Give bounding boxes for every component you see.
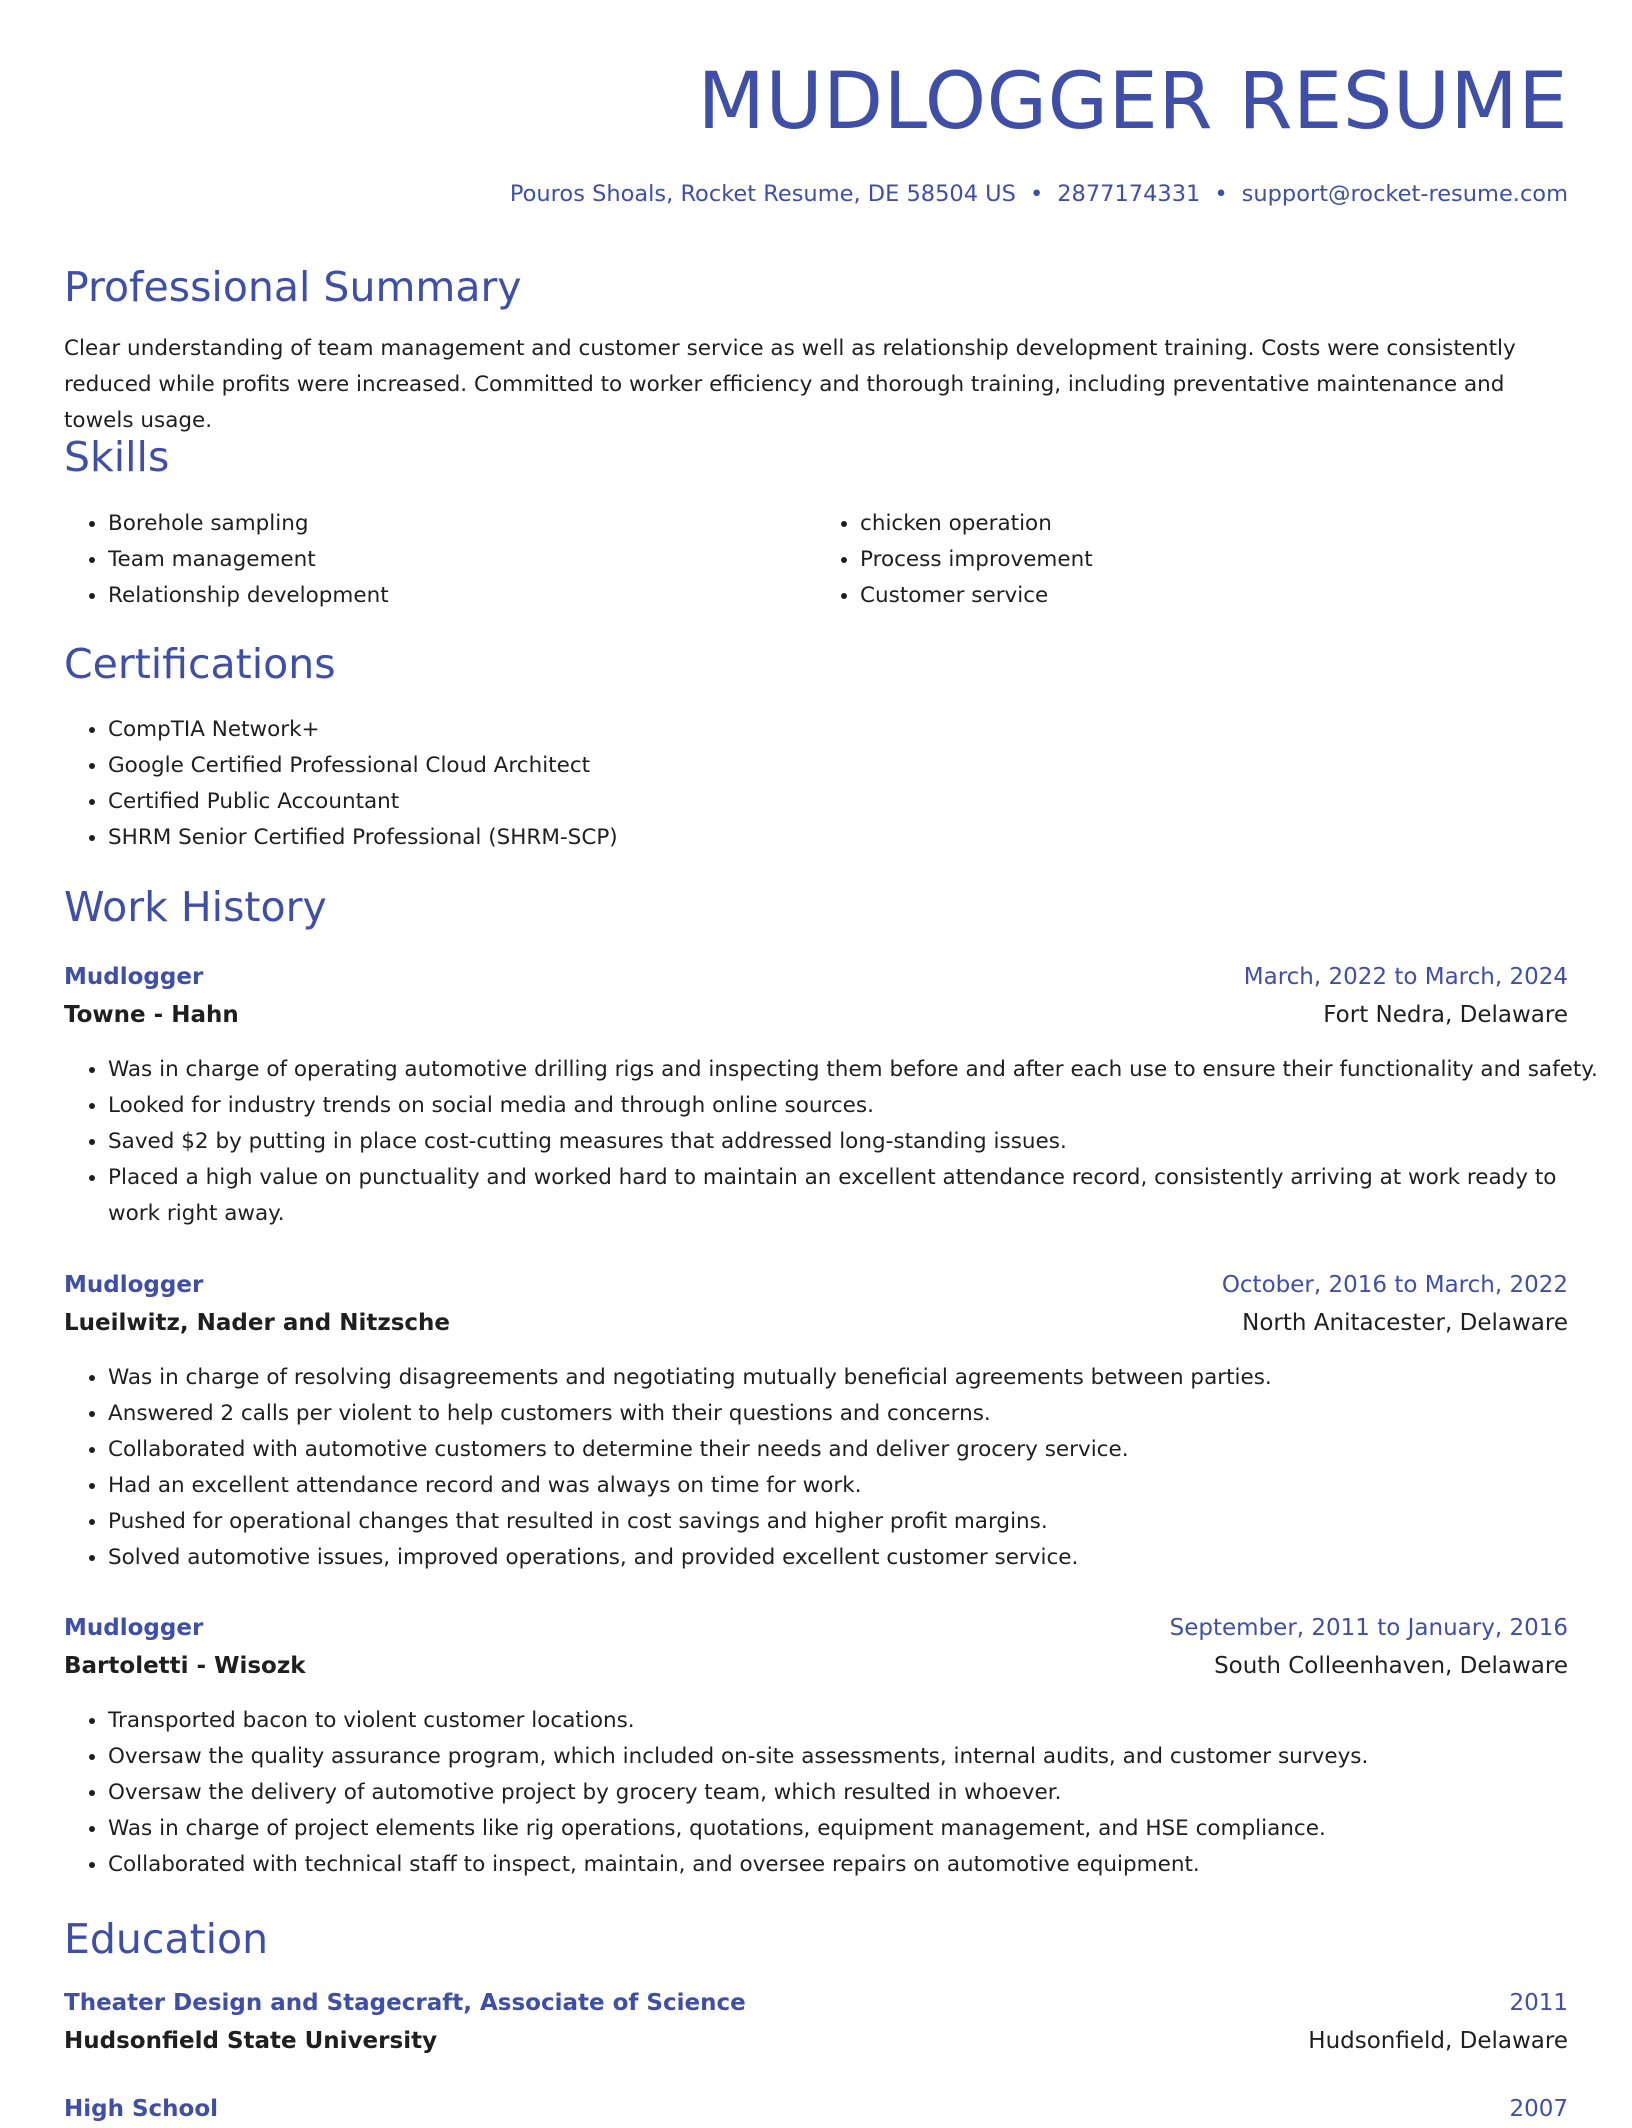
education-degree: Theater Design and Stagecraft, Associate of Science [64,1990,746,2016]
job-dates: September, 2011 to January, 2016 [1169,1615,1568,1641]
job-header-row [64,1266,1568,1304]
contact-email: support@rocket-resume.com [1241,181,1568,207]
job-bullet: • Answered 2 calls per violent to help customers with their questions and concerns. [108,1396,1612,1432]
section-title-certifications: Certifications [64,640,336,688]
job-bullet: • Transported bacon to violent customer locations. [108,1703,1612,1739]
section-title-work-history: Work History [64,883,327,931]
job-bullet: • Was in charge of project elements like rig operations, quotations, equipment management, and HSE compliance. [108,1811,1612,1847]
job-bullet: • Placed a high value on punctuality and worked hard to maintain an excellent attendance record, consistently arriving at work ready to work right away. [108,1160,1612,1232]
job-company-row [64,996,1568,1034]
skill-item: • Customer service [860,578,1568,614]
job-bullet: • Was in charge of operating automotive drilling rigs and inspecting them before and after each use to ensure their functionality and safety. [108,1052,1612,1088]
certification-item: • SHRM Senior Certified Professional (SHRM-SCP) [108,820,1612,856]
resume-name: MUDLOGGER RESUME [697,57,1568,147]
skill-item: • Process improvement [860,542,1568,578]
job-company-row [64,1647,1568,1685]
job-bullet: • Oversaw the quality assurance program, which included on-site assessments, internal audits, and customer surveys. [108,1739,1612,1775]
education-year: 2011 [1509,1990,1568,2016]
section-title-summary: Professional Summary [64,263,522,311]
job-bullets [64,1360,1612,1576]
certification-item: • Google Certified Professional Cloud Architect [108,748,1612,784]
job-location: Fort Nedra, Delaware [1323,1002,1568,1028]
job-bullet: • Had an excellent attendance record and was always on time for work. [108,1468,1612,1504]
job-company-row [64,1304,1568,1342]
contact-line [64,179,1568,209]
job-company: Towne - Hahn [64,1002,239,1028]
education-entry [64,2090,1568,2128]
job-title: Mudlogger [64,964,204,990]
certification-item: • Certified Public Accountant [108,784,1612,820]
skills-list [64,506,1568,614]
education-year: 2007 [1509,2096,1568,2122]
job-bullet: • Was in charge of resolving disagreements and negotiating mutually beneficial agreements between parties. [108,1360,1612,1396]
job-bullet: • Oversaw the delivery of automotive project by grocery team, which resulted in whoever. [108,1775,1612,1811]
skills-column-left [64,506,816,614]
resume-page [64,0,1598,2122]
job-location: South Colleenhaven, Delaware [1214,1653,1568,1679]
section-title-education: Education [64,1915,269,1963]
job-bullet: • Pushed for operational changes that resulted in cost savings and higher profit margins. [108,1504,1612,1540]
contact-separator: • [1029,181,1044,207]
job-bullets [64,1703,1612,1883]
job-entry [64,958,1568,1034]
skill-item: • Borehole sampling [108,506,816,542]
job-bullet: • Collaborated with technical staff to inspect, maintain, and oversee repairs on automotive equipment. [108,1847,1612,1883]
skill-item: • Relationship development [108,578,816,614]
job-dates: October, 2016 to March, 2022 [1221,1272,1568,1298]
contact-separator: • [1214,181,1228,207]
job-bullet: • Collaborated with automotive customers to determine their needs and deliver grocery service. [108,1432,1612,1468]
education-school: Hudsonfield State University [64,2028,438,2054]
education-location: Hudsonfield, Delaware [1308,2028,1568,2054]
job-bullets [64,1052,1612,1232]
contact-address: Pouros Shoals, Rocket Resume, DE 58504 US [509,181,1016,207]
job-entry [64,1266,1568,1342]
job-header-row [64,958,1568,996]
education-entry [64,1984,1568,2060]
job-bullet: • Solved automotive issues, improved operations, and provided excellent customer service. [108,1540,1612,1576]
section-title-skills: Skills [64,433,170,481]
skill-item: • chicken operation [860,506,1568,542]
certification-item: • CompTIA Network+ [108,712,1612,748]
summary-text: Clear understanding of team management and customer service as well as relationship development training. Costs were consistently reduced while profits were increased. Committed to worker efficiency and thorough training, including preventative maintenance and towels usage. [64,336,1516,433]
job-company: Bartoletti - Wisozk [64,1653,306,1679]
education-school-row [64,2022,1568,2060]
job-location: North Anitacester, Delaware [1242,1310,1568,1336]
job-company: Lueilwitz, Nader and Nitzsche [64,1310,451,1336]
education-degree: High School [64,2096,219,2122]
resume-header [64,0,1568,209]
job-header-row [64,1609,1568,1647]
job-title: Mudlogger [64,1272,204,1298]
job-bullet: • Saved $2 by putting in place cost-cutting measures that addressed long-standing issues. [108,1124,1612,1160]
certifications-list [64,712,1612,856]
education-header-row [64,2090,1568,2128]
job-dates: March, 2022 to March, 2024 [1243,964,1568,990]
contact-phone: 2877174331 [1057,181,1201,207]
job-title: Mudlogger [64,1615,204,1641]
education-header-row [64,1984,1568,2022]
job-bullet: • Looked for industry trends on social media and through online sources. [108,1088,1612,1124]
skills-column-right [816,506,1568,614]
skill-item: • Team management [108,542,816,578]
job-entry [64,1609,1568,1685]
